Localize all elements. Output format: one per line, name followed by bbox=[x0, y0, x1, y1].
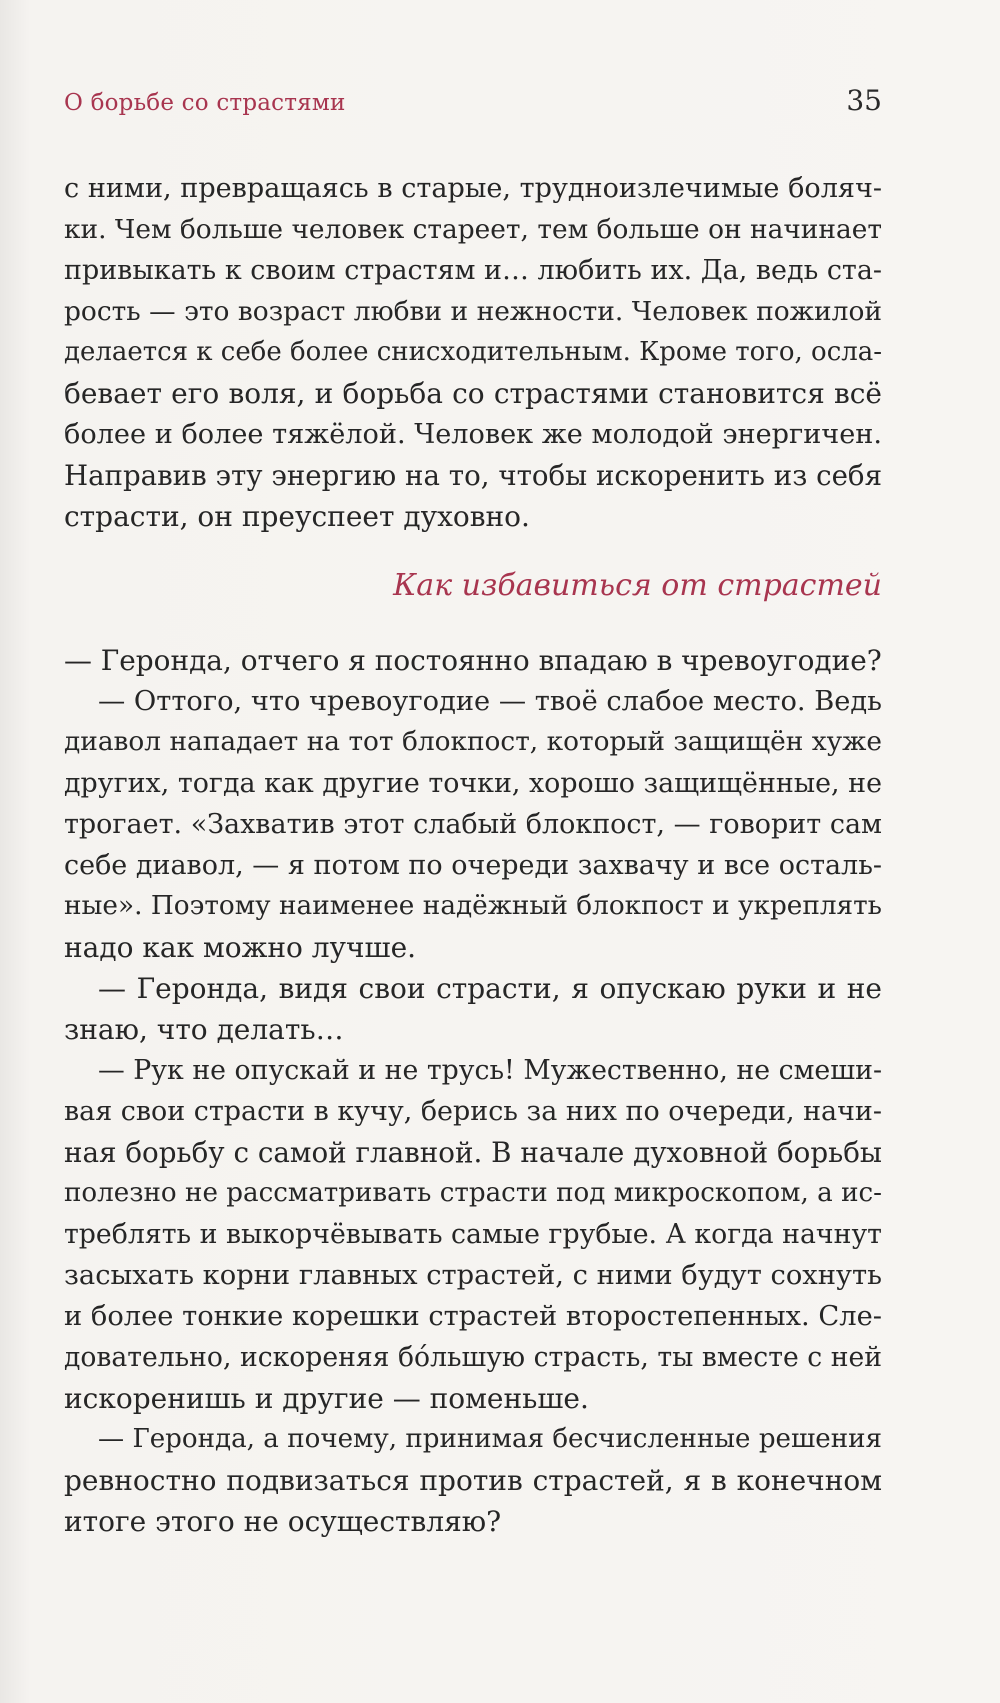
text-line: ная борьбу с самой главной. В начале духовной борьбы bbox=[64, 1136, 882, 1169]
text-line: и более тонкие корешки страстей второстепенных. Сле- bbox=[64, 1301, 882, 1332]
text-line: Направив эту энергию на то, чтобы искоренить из себя bbox=[64, 459, 882, 492]
text-line: бевает его воля, и борьба со страстями становится всё bbox=[64, 377, 882, 410]
text-line: страсти, он преуспеет духовно. bbox=[64, 500, 530, 533]
running-head-title: О борьбе со страстями bbox=[64, 90, 346, 116]
text-line: — Оттого, что чревоугодие — твоё слабое место. Ведь bbox=[98, 686, 882, 717]
text-line: с ними, превращаясь в старые, трудноизлечимые боляч- bbox=[64, 173, 882, 204]
text-line: ки. Чем больше человек стареет, тем больше он начинает bbox=[64, 214, 882, 245]
text-line: делается к себе более снисходительным. Кроме того, осла- bbox=[64, 337, 882, 367]
text-line: рость — это возраст любви и нежности. Человек пожилой bbox=[64, 296, 882, 327]
text-line: диавол нападает на тот блокпост, который защищён хуже bbox=[64, 727, 882, 757]
text-line: привыкать к своим страстям и… любить их. Да, ведь ста- bbox=[64, 255, 882, 286]
text-line: довательно, искореняя бо́льшую страсть, ты вместе с ней bbox=[64, 1342, 882, 1373]
text-line: других, тогда как другие точки, хорошо защищённые, не bbox=[64, 768, 882, 799]
text-line: полезно не рассматривать страсти под микроскопом, а ис- bbox=[64, 1178, 882, 1208]
text-line: себе диавол, — я потом по очереди захвачу и все осталь- bbox=[64, 850, 882, 881]
section-title: Как избавиться от страстей bbox=[393, 568, 882, 603]
text-line: трогает. «Захватив этот слабый блокпост, — говорит сам bbox=[64, 809, 882, 840]
text-line: треблять и выкорчёвывать самые грубые. А когда начнут bbox=[64, 1219, 882, 1250]
text-line: итоге этого не осуществляю? bbox=[64, 1505, 502, 1538]
page-number: 35 bbox=[846, 84, 882, 117]
text-line: знаю, что делать… bbox=[64, 1013, 344, 1046]
text-line: вая свои страсти в кучу, берись за них по очереди, начи- bbox=[64, 1096, 882, 1127]
dialogue-body bbox=[64, 640, 882, 1542]
text-line: более и более тяжёлой. Человек же молодой энергичен. bbox=[64, 419, 882, 450]
text-line: — Геронда, а почему, принимая бесчисленные решения bbox=[98, 1424, 882, 1454]
text-line: искоренишь и другие — поменьше. bbox=[64, 1382, 589, 1415]
text-line: надо как можно лучше. bbox=[64, 931, 417, 964]
text-line: — Рук не опускай и не трусь! Мужественно, не смеши- bbox=[98, 1055, 882, 1086]
intro-paragraph bbox=[64, 168, 882, 537]
text-line: ревностно подвизаться против страстей, я в конечном bbox=[64, 1464, 882, 1497]
text-line: — Геронда, видя свои страсти, я опускаю руки и не bbox=[98, 972, 882, 1005]
text-line: ные». Поэтому наименее надёжный блокпост и укреплять bbox=[64, 891, 882, 921]
text-line: — Геронда, отчего я постоянно впадаю в чревоугодие? bbox=[64, 644, 882, 677]
text-line: засыхать корни главных страстей, с ними будут сохнуть bbox=[64, 1260, 882, 1291]
